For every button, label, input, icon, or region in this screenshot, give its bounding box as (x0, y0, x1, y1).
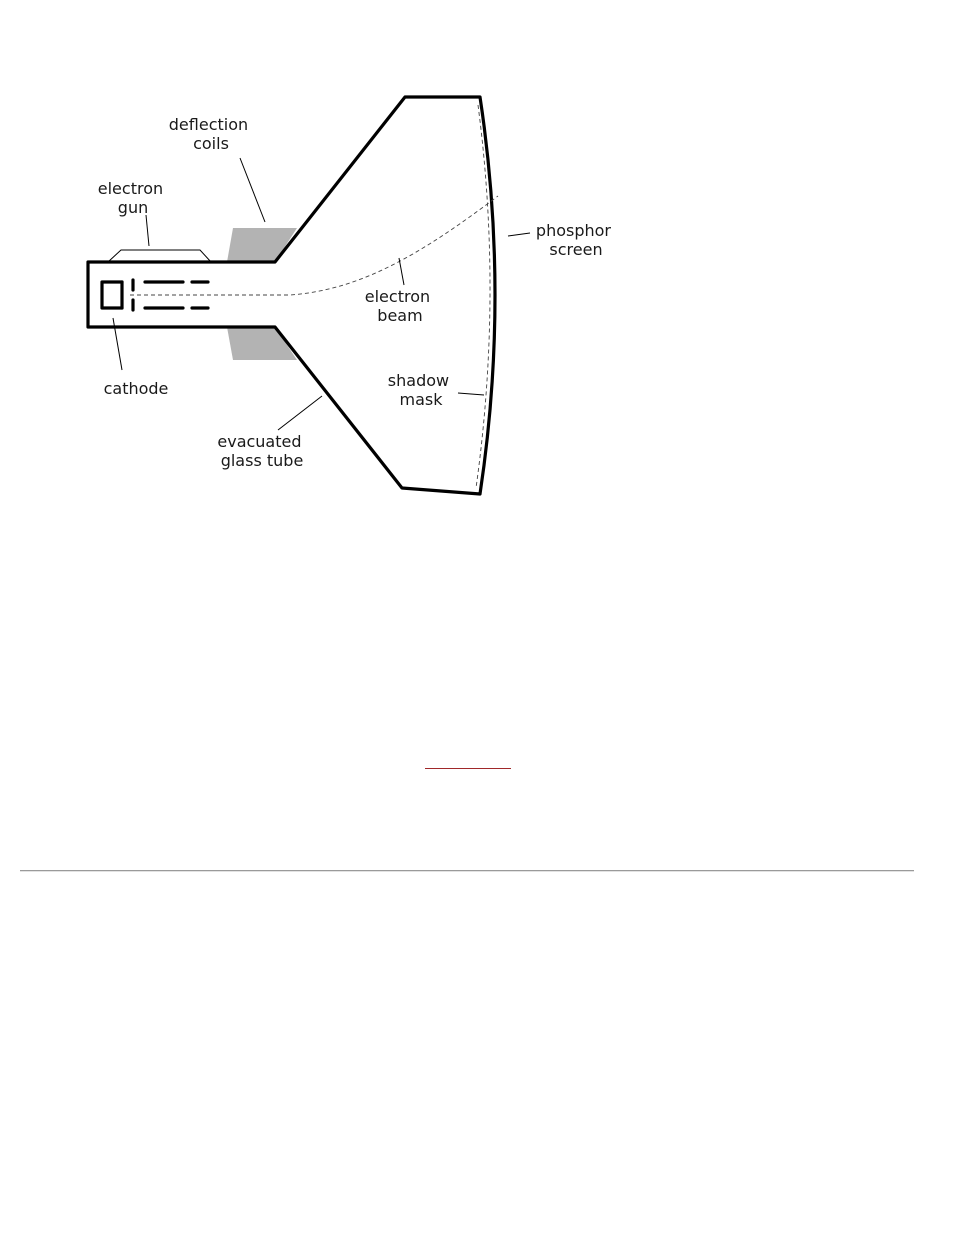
label-electron-gun: electron gun (97, 179, 164, 217)
horizontal-rule (20, 870, 914, 872)
leader-deflection-coils (240, 158, 265, 222)
label-deflection-coils: deflection coils (168, 115, 249, 153)
label-electron-beam: electron beam (364, 287, 431, 325)
label-cathode: cathode (103, 379, 169, 398)
electron-gun-housing (108, 250, 211, 262)
label-shadow-mask: shadow mask (387, 371, 450, 409)
crt-diagram (0, 0, 954, 560)
footer-link[interactable] (425, 750, 511, 769)
leader-electron-beam (399, 258, 404, 285)
leader-electron-gun (146, 215, 149, 246)
label-evacuated-glass-tube: evacuated glass tube (217, 432, 304, 470)
label-phosphor-screen: phosphor screen (535, 221, 611, 259)
leader-phosphor-screen (508, 233, 530, 236)
leader-evacuated-glass-tube (278, 396, 322, 430)
cathode-bracket (102, 282, 122, 308)
leader-shadow-mask (458, 393, 484, 395)
